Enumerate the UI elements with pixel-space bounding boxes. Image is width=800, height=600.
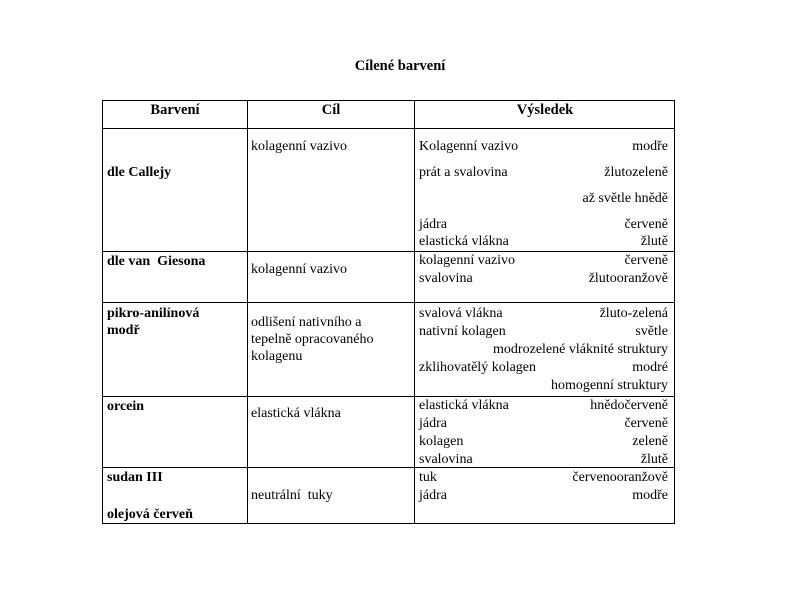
result-color: až světle hnědě (582, 191, 668, 206)
result-color: žlutozeleně (604, 165, 668, 180)
result-color: žluto-zelená (599, 306, 668, 321)
result-substance: svalovina (419, 452, 473, 467)
stain-name: modř (107, 323, 140, 338)
target-text: tepelně opracovaného (251, 332, 374, 347)
result-color: modré (632, 360, 668, 375)
result-color: modře (632, 488, 668, 503)
result-color: hnědočerveně (590, 398, 668, 413)
result-color: modrozelené vláknité struktury (493, 342, 668, 357)
target-text: neutrální tuky (251, 488, 333, 503)
result-color: žlutě (640, 234, 668, 249)
result-color: světle (635, 324, 668, 339)
stain-name: sudan III (107, 470, 163, 485)
row-divider (103, 467, 674, 468)
result-color: žlutě (640, 452, 668, 467)
stain-name: pikro-anilínová (107, 306, 200, 321)
target-text: odlišení nativního a (251, 315, 362, 330)
target-text: kolagenní vazivo (251, 139, 348, 154)
target-text: elastická vlákna (251, 406, 341, 421)
result-substance: jádra (419, 217, 447, 232)
target-text: kolagenní vazivo (251, 262, 348, 277)
result-substance: tuk (419, 470, 437, 485)
header-stain: Barvení (150, 102, 200, 118)
result-color: žlutooranžově (588, 271, 668, 286)
result-substance: elastická vlákna (419, 398, 509, 413)
row-divider (103, 396, 674, 397)
column-divider (414, 101, 415, 523)
result-color: červeně (624, 253, 668, 268)
result-substance: svalovina (419, 271, 473, 286)
result-substance: prát a svalovina (419, 165, 508, 180)
result-color: homogenní struktury (550, 378, 668, 393)
stain-name: orcein (107, 399, 145, 414)
stain-name: dle van Giesona (107, 254, 206, 269)
stain-name: olejová červeň (107, 507, 193, 522)
result-color: červeně (624, 416, 668, 431)
result-substance: svalová vlákna (419, 306, 503, 321)
result-color: zeleně (632, 434, 668, 449)
result-color: modře (632, 139, 668, 154)
document-title: Cílené barvení (354, 58, 446, 74)
row-divider (103, 128, 674, 129)
staining-table (102, 100, 675, 524)
stain-name: dle Callejy (107, 165, 172, 180)
column-divider (247, 101, 248, 523)
result-substance: zklihovatělý kolagen (419, 360, 537, 375)
row-divider (103, 251, 674, 252)
target-text: kolagenu (251, 349, 303, 364)
result-substance: jádra (419, 416, 447, 431)
header-target: Cíl (321, 102, 341, 118)
result-substance: kolagenní vazivo (419, 253, 516, 268)
result-substance: Kolagenní vazivo (419, 139, 519, 154)
result-substance: kolagen (419, 434, 464, 449)
result-color: červenooranžově (572, 470, 668, 485)
header-result: Výsledek (516, 102, 574, 118)
result-substance: jádra (419, 488, 447, 503)
result-color: červeně (624, 217, 668, 232)
result-substance: elastická vlákna (419, 234, 509, 249)
row-divider (103, 302, 674, 303)
result-substance: nativní kolagen (419, 324, 506, 339)
